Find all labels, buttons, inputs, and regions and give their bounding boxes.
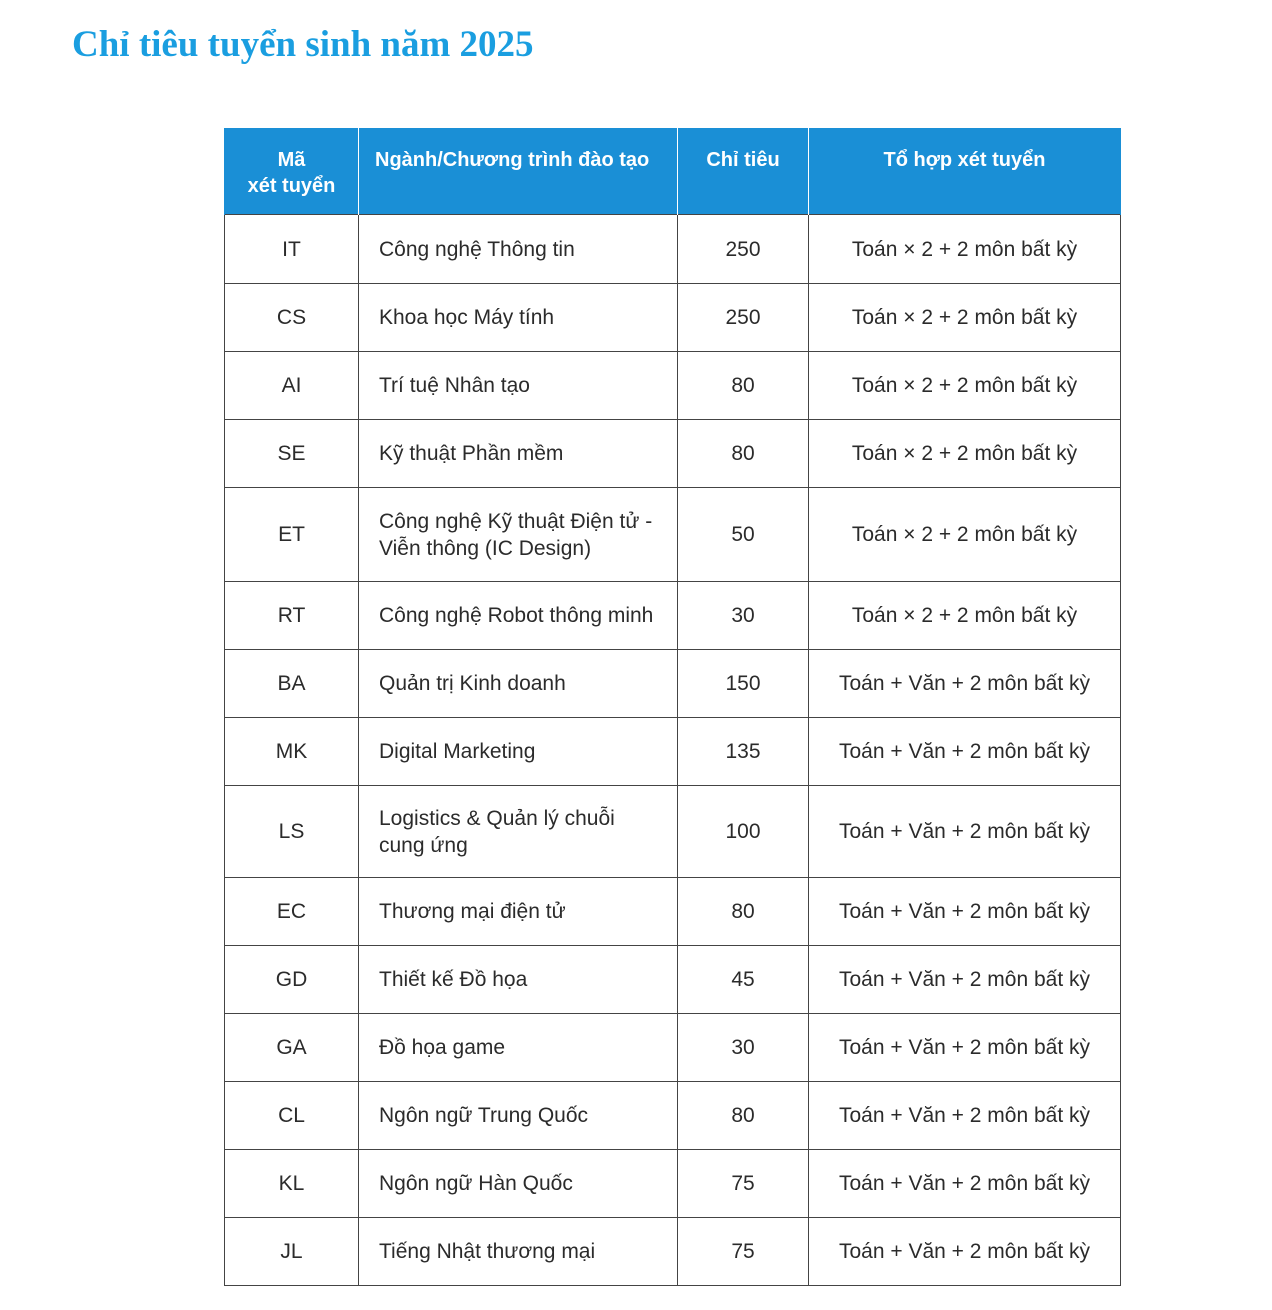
- cell-quota: 50: [678, 488, 809, 582]
- cell-code: CS: [225, 284, 359, 352]
- header-combination: Tổ hợp xét tuyển: [809, 129, 1121, 215]
- cell-code: MK: [225, 718, 359, 786]
- cell-quota: 75: [678, 1218, 809, 1286]
- cell-combination: Toán + Văn + 2 môn bất kỳ: [809, 878, 1121, 946]
- cell-quota: 80: [678, 420, 809, 488]
- cell-combination: Toán + Văn + 2 môn bất kỳ: [809, 1150, 1121, 1218]
- cell-combination: Toán + Văn + 2 môn bất kỳ: [809, 1082, 1121, 1150]
- cell-program: Ngôn ngữ Hàn Quốc: [359, 1150, 678, 1218]
- cell-code: GA: [225, 1014, 359, 1082]
- table-row: [225, 284, 1121, 352]
- cell-quota: 80: [678, 878, 809, 946]
- cell-combination: Toán + Văn + 2 môn bất kỳ: [809, 650, 1121, 718]
- cell-quota: 250: [678, 284, 809, 352]
- cell-code: RT: [225, 582, 359, 650]
- table-row: [225, 488, 1121, 582]
- cell-code: LS: [225, 786, 359, 878]
- cell-program: Quản trị Kinh doanh: [359, 650, 678, 718]
- header-code-line2: xét tuyển: [247, 175, 336, 197]
- admission-quota-table: [224, 128, 1121, 1286]
- cell-code: AI: [225, 352, 359, 420]
- cell-quota: 80: [678, 352, 809, 420]
- cell-code: JL: [225, 1218, 359, 1286]
- table-row: [225, 1150, 1121, 1218]
- table-row: [225, 352, 1121, 420]
- table-row: [225, 1082, 1121, 1150]
- cell-program: Ngôn ngữ Trung Quốc: [359, 1082, 678, 1150]
- header-code-line1: Mã: [277, 149, 306, 171]
- cell-program: Logistics & Quản lý chuỗi cung ứng: [359, 786, 678, 878]
- cell-quota: 150: [678, 650, 809, 718]
- cell-quota: 30: [678, 582, 809, 650]
- cell-quota: 100: [678, 786, 809, 878]
- cell-combination: Toán + Văn + 2 môn bất kỳ: [809, 718, 1121, 786]
- table-row: [225, 1218, 1121, 1286]
- cell-combination: Toán × 2 + 2 môn bất kỳ: [809, 420, 1121, 488]
- cell-code: ET: [225, 488, 359, 582]
- cell-code: GD: [225, 946, 359, 1014]
- cell-quota: 80: [678, 1082, 809, 1150]
- cell-combination: Toán × 2 + 2 môn bất kỳ: [809, 284, 1121, 352]
- cell-quota: 75: [678, 1150, 809, 1218]
- header-row: [225, 129, 1121, 215]
- table-row: [225, 878, 1121, 946]
- cell-program: Khoa học Máy tính: [359, 284, 678, 352]
- page-title: Chỉ tiêu tuyển sinh năm 2025: [72, 24, 534, 65]
- cell-program: Công nghệ Kỹ thuật Điện tử - Viễn thông (IC Design): [359, 488, 678, 582]
- table-row: [225, 420, 1121, 488]
- cell-program: Đồ họa game: [359, 1014, 678, 1082]
- cell-quota: 135: [678, 718, 809, 786]
- table-row: [225, 582, 1121, 650]
- cell-program: Kỹ thuật Phần mềm: [359, 420, 678, 488]
- cell-program: Thiết kế Đồ họa: [359, 946, 678, 1014]
- table-row: [225, 946, 1121, 1014]
- cell-code: SE: [225, 420, 359, 488]
- cell-program: Công nghệ Thông tin: [359, 215, 678, 284]
- table-row: [225, 786, 1121, 878]
- cell-combination: Toán × 2 + 2 môn bất kỳ: [809, 488, 1121, 582]
- cell-quota: 250: [678, 215, 809, 284]
- cell-quota: 30: [678, 1014, 809, 1082]
- table-row: [225, 215, 1121, 284]
- cell-program: Tiếng Nhật thương mại: [359, 1218, 678, 1286]
- cell-program: Trí tuệ Nhân tạo: [359, 352, 678, 420]
- cell-program: Thương mại điện tử: [359, 878, 678, 946]
- cell-combination: Toán × 2 + 2 môn bất kỳ: [809, 582, 1121, 650]
- cell-code: EC: [225, 878, 359, 946]
- cell-code: CL: [225, 1082, 359, 1150]
- cell-combination: Toán + Văn + 2 môn bất kỳ: [809, 1218, 1121, 1286]
- cell-quota: 45: [678, 946, 809, 1014]
- cell-combination: Toán × 2 + 2 môn bất kỳ: [809, 352, 1121, 420]
- header-program: Ngành/Chương trình đào tạo: [359, 129, 678, 215]
- cell-code: IT: [225, 215, 359, 284]
- table-header: [225, 129, 1121, 215]
- cell-code: KL: [225, 1150, 359, 1218]
- cell-code: BA: [225, 650, 359, 718]
- table-body: [225, 215, 1121, 1286]
- cell-program: Công nghệ Robot thông minh: [359, 582, 678, 650]
- cell-combination: Toán + Văn + 2 môn bất kỳ: [809, 1014, 1121, 1082]
- cell-program: Digital Marketing: [359, 718, 678, 786]
- cell-combination: Toán + Văn + 2 môn bất kỳ: [809, 786, 1121, 878]
- header-code: [225, 129, 359, 215]
- header-quota: Chỉ tiêu: [678, 129, 809, 215]
- cell-combination: Toán × 2 + 2 môn bất kỳ: [809, 215, 1121, 284]
- table-row: [225, 718, 1121, 786]
- table-row: [225, 1014, 1121, 1082]
- table-row: [225, 650, 1121, 718]
- cell-combination: Toán + Văn + 2 môn bất kỳ: [809, 946, 1121, 1014]
